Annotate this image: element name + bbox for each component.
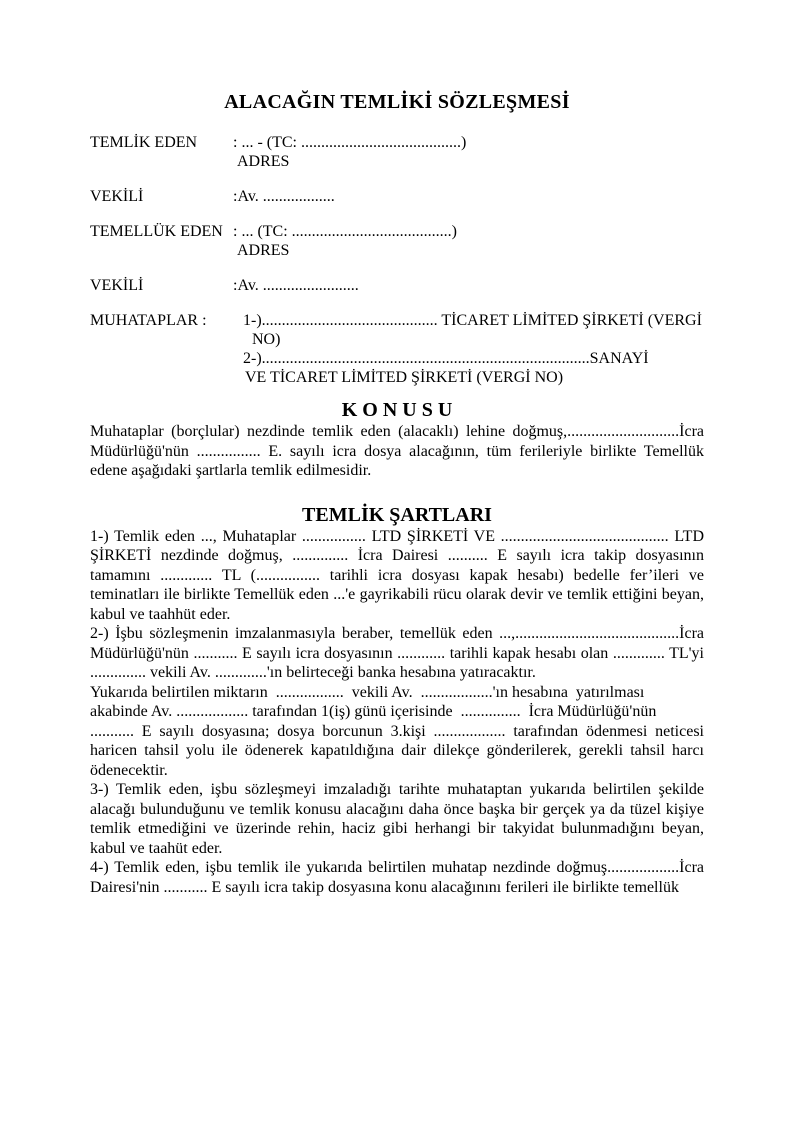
party-label-muhataplar: MUHATAPLAR : [90,312,207,329]
muhatap-line-1: 1-)............................................ TİCARET LİMİTED ŞİRKETİ (VERGİ [243,312,702,329]
payment-rest: ........... E sayılı dosyasına; dosya borcunun 3.kişi .................. tarafından ödenmesi neticesi haricen tahsil yolu ile ödenerek kapatıldığına dair dilekçe gönderilerek, gerekli tahsil harcı ödenecektir. [90,722,704,779]
party-label-temelluk-eden: TEMELLÜK EDEN [90,223,223,240]
muhataplar-value-block [243,311,704,387]
party-value-vekili-1: :Av. .................. [233,188,335,205]
party-value-temlik-eden: : ... - (TC: ........................................) [233,134,467,151]
muhatap-line-3: 2-)..................................................................................SANAYİ [243,350,649,367]
parties-block [90,133,704,387]
payment-line-1: Yukarıda belirtilen miktarın ................. vekili Av. ..................'ın hesabına yatırılması [90,683,645,701]
paragraph-payment-procedure [90,683,704,781]
section-heading-temlik-sartlari: TEMLİK ŞARTLARI [302,503,492,526]
party-row-muhataplar [90,311,704,387]
party-row-vekili-2 [90,276,704,295]
party-value-block [233,133,704,171]
document-title: ALACAĞIN TEMLİKİ SÖZLEŞMESİ [224,91,570,113]
payment-line-2: akabinde Av. .................. tarafından 1(iş) günü içerisinde ............... İcra Müdürlüğü'nün [90,703,657,720]
paragraph-clause-2: 2-) İşbu sözleşmenin imzalanmasıyla beraber, temellük eden ...,.........................................İcra Müdürlüğü'nün ........... E sayılı icra dosyasının ............ tarihli kapak hesabı olan ............. TL'yi .............. vekili Av. .............'ın belirteceği banka hesabına yatıracaktır. [90,625,704,681]
party-value-temelluk-eden: : ... (TC: ........................................) [233,223,457,240]
paragraph-clause-3: 3-) Temlik eden, işbu sözleşmeyi imzaladığı tarihte muhataptan yukarıda belirtilen şekilde alacağı bulunduğunu ve temlik konusu alacağını daha önce başka bir gerçek ya da tüzel kişiye temlik etmediğini ve üzerinde rehin, haciz gibi herhangi bir takyidat bulunmadığını beyan, kabul ve taahüt eder. [90,781,704,857]
muhatap-line-4: VE TİCARET LİMİTED ŞİRKETİ (VERGİ NO) [245,369,564,386]
party-row-vekili-1 [90,187,704,206]
party-label-vekili-1: VEKİLİ [90,188,144,205]
party-value-vekili-2: :Av. ........................ [233,277,359,294]
paragraph-clause-1: 1-) Temlik eden ..., Muhataplar ................ LTD ŞİRKETİ VE .......................................... LTD ŞİRKETİ nezdinde doğmuş, .............. İcra Dairesi .......... E sayılı icra takip dosyasının tamamını ............. TL (................ tarihli icra dosyası kapak hesabı) bedelle fer’ileri ve teminatları ile birlikte Temellük eden ...'e gayrikabili rücu olarak devir ve temlik ettiğini beyan, kabul ve taahhüt eder. [90,527,704,623]
party-label-vekili-2: VEKİLİ [90,277,144,294]
paragraph-clause-4: 4-) Temlik eden, işbu temlik ile yukarıda belirtilen muhatap nezdinde doğmuş..................İcra Dairesi'nin ........... E sayılı icra takip dosyasına konu alacağınını ferileri ile birlikte temellük [90,859,704,896]
party-value-block [233,222,704,260]
muhatap-line-2: NO) [252,331,281,348]
paragraph-konusu: Muhataplar (borçlular) nezdinde temlik eden (alacaklı) lehine doğmuş,............................İcra Müdürlüğü'nün ................ E. sayılı icra dosya alacağının, tüm ferileriyle birlikte Temellük edene aşağıdaki şartlarla temlik edilmesidir. [90,423,704,479]
party-address-temelluk-eden: ADRES [237,242,290,259]
party-row-temlik-eden [90,133,704,171]
party-address-temlik-eden: ADRES [237,153,290,170]
party-label-temlik-eden: TEMLİK EDEN [90,134,198,151]
party-row-temelluk-eden [90,222,704,260]
section-heading-konusu: K O N U S U [341,399,453,421]
